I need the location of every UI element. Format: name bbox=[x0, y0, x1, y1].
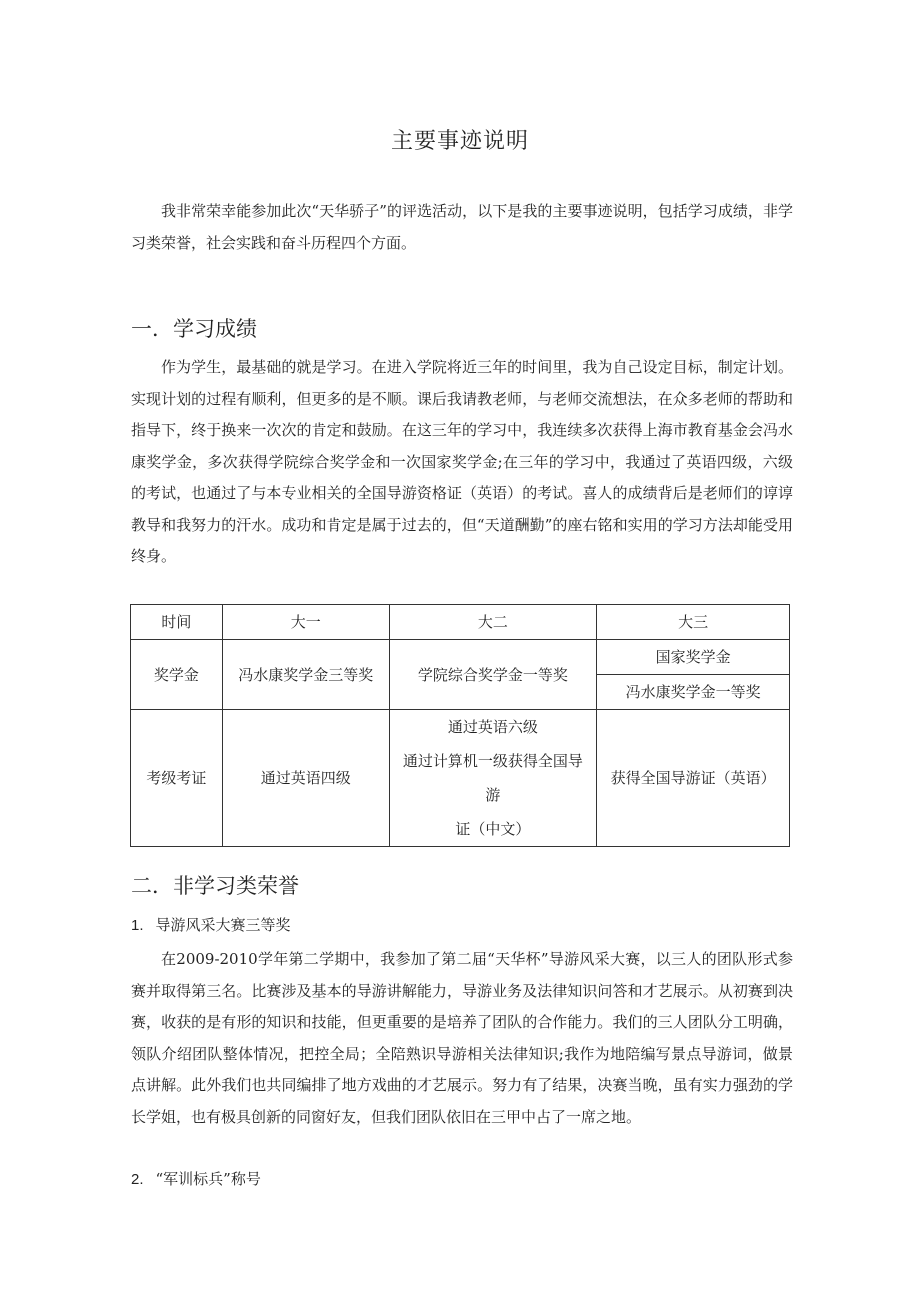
section-2-heading: 二．非学习类荣誉 bbox=[131, 874, 299, 898]
row-label-exams: 考级考证 bbox=[131, 710, 223, 847]
section-2-item-1 bbox=[131, 914, 291, 935]
table-cell-multiline bbox=[389, 710, 597, 847]
grades-table bbox=[130, 604, 790, 847]
section-1-paragraph: 作为学生，最基础的就是学习。在进入学院将近三年的时间里，我为自己设定目标，制定计划。实现计划的过程有顺利，但更多的是不顺。课后我请教老师，与老师交流想法，在众多老师的帮助和指导下，终于换来一次次的肯定和鼓励。在这三年的学习中，我连续多次获得上海市教育基金会冯水康奖学金，多次获得学院综合奖学金和一次国家奖学金;在三年的学习中，我通过了英语四级，六级的考试，也通过了与本专业相关的全国导游资格证（英语）的考试。喜人的成绩背后是老师们的谆谆教导和我努力的汗水。成功和肯定是属于过去的，但“天道酬勤”的座右铭和实用的学习方法却能受用终身。 bbox=[131, 358, 793, 565]
cell-line: 通过英语六级 bbox=[447, 718, 538, 736]
table-header-cell: 时间 bbox=[131, 605, 223, 640]
row-label-scholarship: 奖学金 bbox=[131, 640, 223, 710]
item-title: 导游风采大赛三等奖 bbox=[155, 916, 291, 934]
table-row-exams bbox=[131, 710, 790, 847]
page-title: 主要事迹说明 bbox=[390, 129, 529, 154]
item-number: 1. bbox=[131, 917, 144, 934]
table-cell: 国家奖学金 bbox=[597, 640, 790, 675]
item-number: 2. bbox=[131, 1171, 144, 1188]
item-title: “军训标兵”称号 bbox=[155, 1170, 261, 1188]
table-header-cell: 大二 bbox=[389, 605, 597, 640]
table-header-cell: 大一 bbox=[222, 605, 389, 640]
section-1-heading: 一．学习成绩 bbox=[131, 317, 257, 341]
table-cell: 获得全国导游证（英语） bbox=[597, 710, 790, 847]
table-header-cell: 大三 bbox=[597, 605, 790, 640]
intro-paragraph: 我非常荣幸能参加此次“天华骄子”的评选活动，以下是我的主要事迹说明，包括学习成绩，非学习类荣誉，社会实践和奋斗历程四个方面。 bbox=[131, 202, 793, 252]
table-row-scholarship bbox=[131, 640, 790, 675]
table-header-row bbox=[131, 605, 790, 640]
section-2-item-2 bbox=[131, 1168, 261, 1189]
table-cell: 冯水康奖学金三等奖 bbox=[222, 640, 389, 710]
cell-line: 通过计算机一级获得全国导游 bbox=[402, 752, 583, 804]
section-2-paragraph: 在2009-2010学年第二学期中，我参加了第二届“天华杯”导游风采大赛，以三人的团队形式参赛并取得第三名。比赛涉及基本的导游讲解能力，导游业务及法律知识问答和才艺展示。从初赛到决赛，收获的是有形的知识和技能，但更重要的是培养了团队的合作能力。我们的三人团队分工明确，领队介绍团队整体情况，把控全局；全陪熟识导游相关法律知识;我作为地陪编写景点导游词，做景点讲解。此外我们也共同编排了地方戏曲的才艺展示。努力有了结果，决赛当晚，虽有实力强劲的学长学姐，也有极具创新的同窗好友，但我们团队依旧在三甲中占了一席之地。 bbox=[131, 950, 793, 1126]
table-cell: 学院综合奖学金一等奖 bbox=[389, 640, 597, 710]
table-cell: 通过英语四级 bbox=[222, 710, 389, 847]
table-cell: 冯水康奖学金一等奖 bbox=[597, 675, 790, 710]
cell-line: 证（中文） bbox=[455, 820, 531, 838]
